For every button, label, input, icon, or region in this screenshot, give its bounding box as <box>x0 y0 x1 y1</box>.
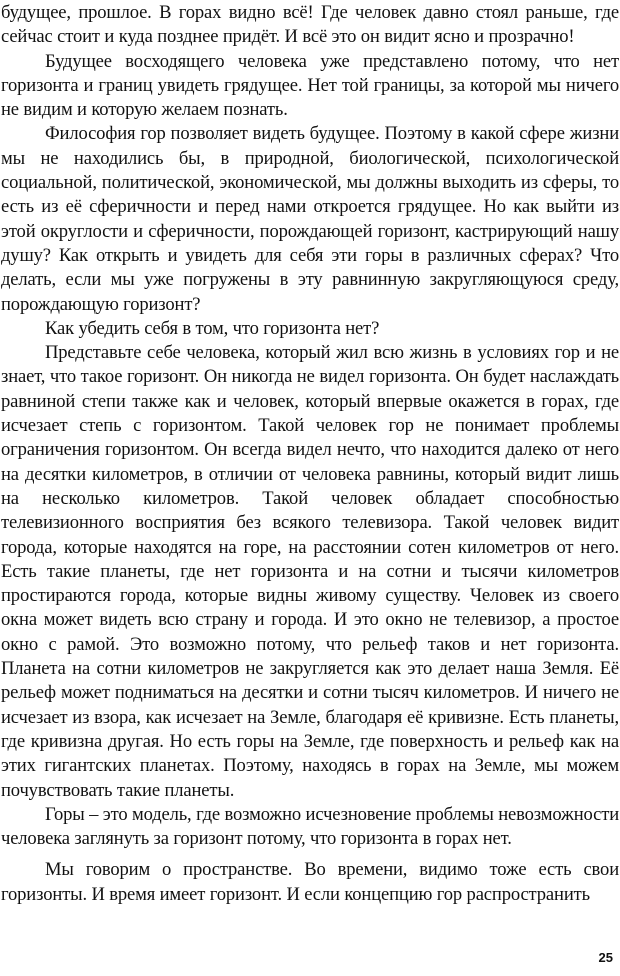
paragraph: Философия гор позволяет видеть будущее. Поэтому в какой сфере жизни мы не находились бы, в природной, биологической, психологической социальной, политической, экономической, мы должны выходить из сферы, то есть из её сферичности и перед нами откроется грядущее. Но как выйти из этой округлости и сферичности, порождающей горизонт, кастрирующий нашу душу? Как открыть и увидеть для себя эти горы в различных сферах? Что делать, если мы уже погружены в эту равнинную закругляющуюся среду, порождающую горизонт? <box>1 123 619 315</box>
paragraph-continuation: будущее, прошлое. В горах видно всё! Где человек давно стоял раньше, где сейчас стоит и куда позднее придёт. И всё это он видит ясно и прозрачно! <box>1 2 619 48</box>
paragraph: Мы говорим о пространстве. Во времени, видимо тоже есть свои горизонты. И время имеет горизонт. И если концепцию гор распространить <box>1 859 619 905</box>
paragraph: Будущее восходящего человека уже представлено потому, что нет горизонта и границ увидеть грядущее. Нет той границы, за которой мы ничего не видим и которую желаем познать. <box>1 50 619 121</box>
paragraph: Горы – это модель, где возможно исчезновение проблемы невозможности человека заглянуть за горизонт потому, что горизонта в горах нет. <box>1 803 619 850</box>
body-text <box>1 1 619 926</box>
paragraph: Представьте себе человека, который жил всю жизнь в условиях гор и не знает, что такое горизонт. Он никогда не видел горизонта. Он будет наслаждать равниной степи также как и человек, который впервые окажется в горах, где исчезает степь с горизонтом. Такой человек гор не понимает проблемы ограничения горизонтом. Он всегда видел нечто, что находится далеко от него на десятки километров, в отличии от человека равнины, который видит лишь на несколько километров. Такой человек обладает способностью телевизионного восприятия без всякого телевизора. Такой человек видит города, которые находятся на горе, на расстоянии сотен километров от него. Есть такие планеты, где нет горизонта и на сотни и тысячи километров простираются города, которые видны живому существу. Человек из своего окна может видеть всю страну и города. И это окно не телевизор, а простое окно с рамой. Это возможно потому, что рельеф таков и нет горизонта. Планета на сотни километров не закругляется как это делает наша Земля. Её рельеф может подниматься на десятки и сотни тысяч километров. И ничего не исчезает из взора, как исчезает на Земле, благодаря её кривизне. Есть планеты, где кривизна другая. Но есть горы на Земле, где поверхность и рельеф как на этих гигантских планетах. Поэтому, находясь в горах на Земле, мы можем почувствовать такие планеты. <box>1 342 619 801</box>
page-number: 25 <box>598 949 613 965</box>
paragraph: Как убедить себя в том, что горизонта нет? <box>45 317 380 339</box>
